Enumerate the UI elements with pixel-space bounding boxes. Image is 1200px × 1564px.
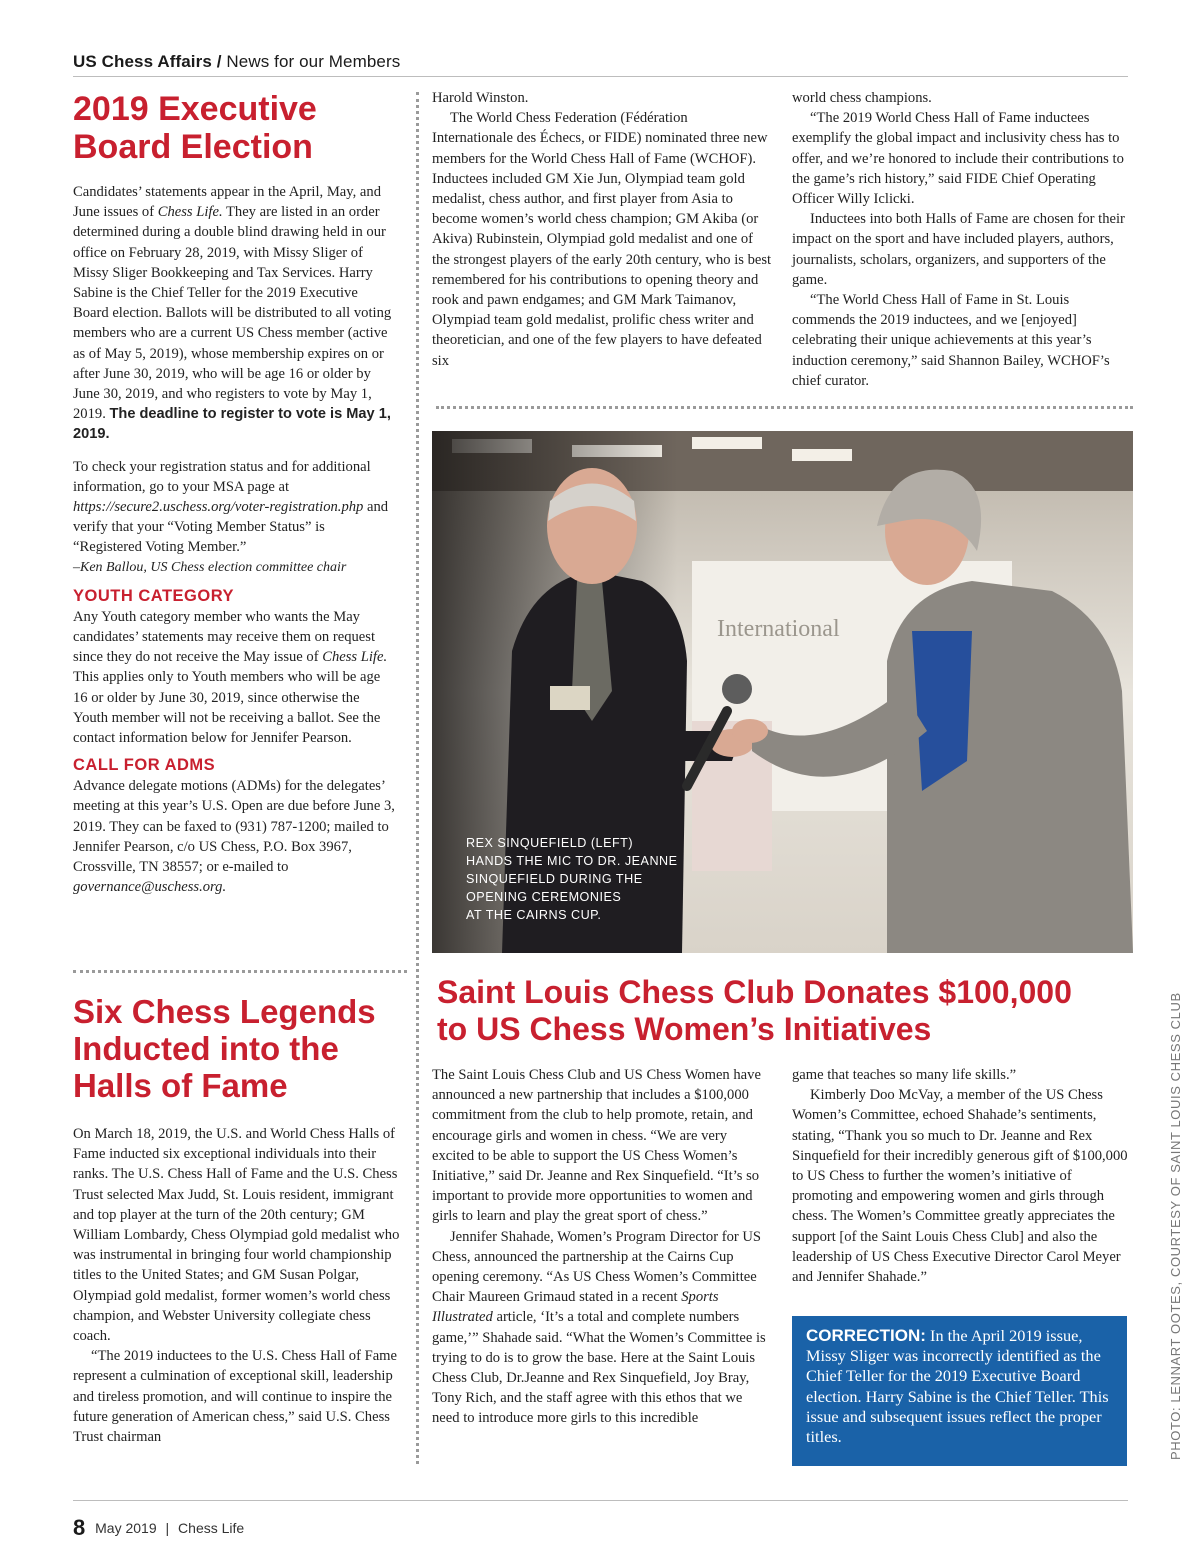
section-title: US Chess Affairs: [73, 52, 212, 71]
page-footer: 8 May 2019 | Chess Life: [73, 1515, 245, 1540]
section-header: US Chess Affairs / News for our Members: [73, 52, 401, 71]
correction-text: In the April 2019 issue, Missy Sliger was incorrectly identified as the Chief Teller for the 2019 Executive Board election. Harry Sabine is the Chief Teller. This issue and subsequent issues reflect the proper titles.: [806, 1326, 1109, 1447]
section-divider: [73, 970, 407, 973]
election-headline: 2019 Executive Board Election: [73, 90, 317, 167]
legends-paragraph: Harold Winston.: [432, 90, 529, 106]
photo-credit: PHOTO: LENNART OOTES, COURTESY OF SAINT LOUIS CHESS CLUB: [1168, 992, 1183, 1460]
photo-caption: REX SINQUEFIELD (LEFT) HANDS THE MIC TO DR. JEANNE SINQUEFIELD DURING THE OPENING CEREMONIES AT THE CAIRNS CUP.: [466, 836, 678, 922]
voter-registration-link[interactable]: https://secure2.uschess.org/voter-registration.php: [73, 499, 364, 516]
correction-box: [792, 1316, 1127, 1466]
legends-paragraph: Inductees into both Halls of Fame are chosen for their impact on the sport and have included players, authors, journalists, scholars, organizers, and supporters of the game.: [792, 211, 1125, 288]
youth-category-heading: YOUTH CATEGORY: [73, 586, 235, 605]
youth-paragraph: Any Youth category member who wants the May candidates’ statements may receive them on request since they do not receive the May issue of Chess Life. This applies only to Youth members who will be age 16 or older by June 30, 2019, since otherwise the Youth member will not be receiving a ballot. See the contact information below for Jennifer Pearson.: [73, 608, 388, 747]
donation-body-col1: [432, 1065, 772, 1429]
call-for-adms-heading: CALL FOR ADMS: [73, 756, 216, 775]
donation-body-col2: [792, 1065, 1132, 1287]
legends-headline: Six Chess Legends Inducted into the Halls of Fame: [73, 993, 376, 1104]
header-rule: [73, 76, 1128, 77]
footer-rule: [73, 1500, 1128, 1501]
election-paragraph: Candidates’ statements appear in the April, May, and June issues of Chess Life. They are listed in an order determined during a double blind drawing held in our office on February 28, 2019, with Missy Sliger of Missy Sliger Bookkeeping and Tax Services. Harry Sabine is the Chief Teller for the 2019 Executive Board election. Ballots will be distributed to all voting members who are a current US Chess member (active as of May 5, 2019), whose membership expires on or after June 30, 2019, who will be age 16 or older by June 30, 2019, and who registers to vote by May 1, 2019. The deadline to register to vote is May 1, 2019.: [73, 184, 392, 443]
column-divider: [416, 92, 419, 1464]
page-number: 8: [73, 1515, 86, 1540]
section-subtitle: News for our Members: [226, 52, 401, 71]
legends-paragraph: “The 2019 World Chess Hall of Fame inductees exemplify the global impact and inclusivity chess has to offer, and we’re honored to include their contributions to the game’s rich history,” said FIDE Chief Operating Officer Willy Iclicki.: [792, 110, 1124, 208]
election-paragraph: To check your registration status and for additional information, go to your MSA page at https://secure2.uschess.org/voter-registration.php and verify that your “Voting Member Status” is “Registered Voting Member.”: [73, 458, 389, 556]
donation-headline: Saint Louis Chess Club Donates $100,000 to US Chess Women’s Initiatives: [437, 974, 1072, 1047]
election-body: [73, 182, 397, 898]
legends-paragraph: On March 18, 2019, the U.S. and World Chess Halls of Fame inducted six exceptional individuals into their ranks. The U.S. Chess Hall of Fame and the U.S. Chess Trust selected Max Judd, St. Louis resident, immigrant and top player at the turn of the 20th century; GM William Lombardy, Chess Olympiad gold medalist who was instrumental in bringing four world championship titles to the United States; and GM Susan Polgar, Olympiad gold medalist, former women’s world chess champion, and Webster University collegiate chess coach.: [73, 1126, 400, 1345]
legends-paragraph: “The World Chess Hall of Fame in St. Louis commends the 2019 inductees, and we [enjoyed] celebrating their unique achievements at this year’s induction ceremony,” said Shannon Bailey, WCHOF’s chief curator.: [792, 292, 1110, 389]
donation-paragraph: The Saint Louis Chess Club and US Chess Women have announced a new partnership that includes a $100,000 commitment from the club to help promote, retain, and encourage girls and women in chess. “We are very excited to be able to support the US Chess Women’s Initiative,” said Dr. Jeanne and Rex Sinquefield. “It’s so important to provide more opportunities to women and girls to learn and play the great sport of chess.”: [432, 1067, 761, 1225]
legends-body-col3: [792, 88, 1132, 391]
legends-paragraph: world chess champions.: [792, 90, 932, 106]
donation-paragraph: game that teaches so many life skills.”: [792, 1067, 1017, 1083]
correction-label: CORRECTION:: [806, 1326, 926, 1345]
donation-paragraph: Kimberly Doo McVay, a member of the US Chess Women’s Committee, echoed Shahade’s sentiments, stating, “Thank you so much to Dr. Jeanne and Rex Sinquefield for their incredibly generous gift of $100,000 to US Chess to further the women’s initiative of promoting and empowering women and girls through chess. The Women’s Committee greatly appreciates the support [of the Saint Louis Chess Club] and also the leadership of US Chess Executive Director Carol Meyer and Jennifer Shahade.”: [792, 1087, 1128, 1286]
magazine-name: Chess Life: [178, 1520, 245, 1536]
governance-email-link[interactable]: governance@uschess.org.: [73, 879, 227, 896]
issue-date: May 2019: [95, 1520, 157, 1536]
legends-paragraph: The World Chess Federation (Fédération Internationale des Échecs, or FIDE) nominated three new members for the World Chess Hall of Fame (WCHOF). Inductees included GM Xie Jun, Olympiad team gold medalist, chess author, and first player from Asia to become women’s world chess champion; GM Akiba (or Akiva) Rubinstein, Olympiad gold medalist and one of the strongest players of the early 20th century, who is best remembered for his contributions to opening theory and rook and pawn endgames; and GM Mark Taimanov, Olympiad team gold medalist, prolific chess writer and theoretician, and one of the few players to have defeated six: [432, 110, 772, 369]
election-signoff: –Ken Ballou, US Chess election committee chair: [73, 559, 347, 575]
legends-body-col2: [432, 88, 772, 371]
adm-paragraph: Advance delegate motions (ADMs) for the delegates’ meeting at this year’s U.S. Open are due before June 3, 2019. They can be faxed to (931) 787-1200; mailed to Jennifer Pearson, c/o US Chess, P.O. Box 3967, Crossville, TN 38557; or e-mailed to governance@uschess.org.: [73, 778, 395, 896]
legends-paragraph: “The 2019 inductees to the U.S. Chess Hall of Fame represent a culmination of exceptional skill, leadership and tireless promotion, and will continue to inspire the future generation of American chess,” said U.S. Chess Trust chairman: [73, 1348, 398, 1446]
legends-body-col1: [73, 1124, 407, 1447]
donation-paragraph: Jennifer Shahade, Women’s Program Director for US Chess, announced the partnership at the Cairns Cup opening ceremony. “As US Chess Women’s Committee Chair Maureen Grimaud stated in a recent Sports Illustrated article, ‘It’s a total and complete numbers game,’” Shahade said. “What the Women’s Committee is trying to do is to grow the base. Here at the Saint Louis Chess Club, Dr.Jeanne and Rex Sinquefield, Joy Bray, Tony Rich, and the staff agree with this ethos that we need to introduce more girls to this incredible: [432, 1228, 766, 1427]
section-divider: [436, 406, 1133, 409]
